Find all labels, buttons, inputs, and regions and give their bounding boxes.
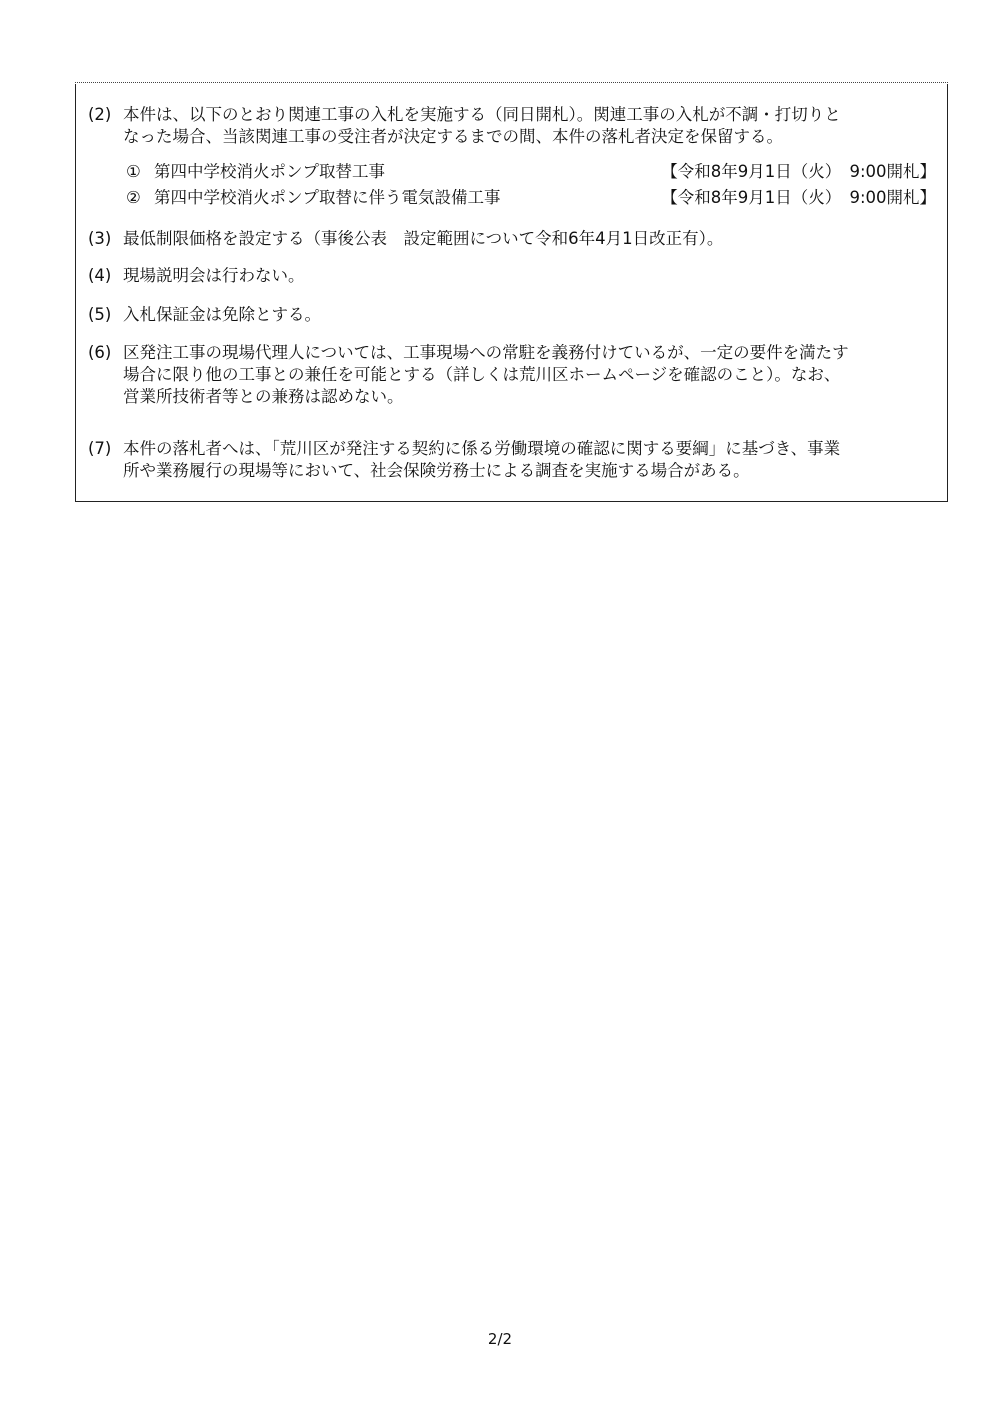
work-name: 第四中学校消火ポンプ取替工事 xyxy=(154,162,385,181)
note-item-2 xyxy=(88,104,943,148)
circled-number: ② xyxy=(126,188,141,207)
note-number: (6) xyxy=(88,343,112,362)
note-line: 場合に限り他の工事との兼任を可能とする（詳しくは荒川区ホームページを確認のこと）。なお、 xyxy=(123,365,841,384)
note-number: (2) xyxy=(88,105,112,124)
note-item-3 xyxy=(88,228,943,250)
note-item-7 xyxy=(88,438,943,482)
note-number: (4) xyxy=(88,266,112,285)
circled-number: ① xyxy=(126,162,141,181)
note-line: 最低制限価格を設定する（事後公表 設定範囲について令和6年4月1日改正有）。 xyxy=(123,229,724,248)
note-item-6 xyxy=(88,342,943,408)
note-line: 所や業務履行の現場等において、社会保険労務士による調査を実施する場合がある。 xyxy=(123,461,750,480)
note-item-5 xyxy=(88,304,943,326)
top-dotted-rule xyxy=(75,82,948,83)
note-line: 入札保証金は免除とする。 xyxy=(123,305,321,324)
note-number: (5) xyxy=(88,305,112,324)
related-work-1 xyxy=(126,161,936,183)
work-name: 第四中学校消火ポンプ取替に伴う電気設備工事 xyxy=(154,188,501,207)
note-number: (3) xyxy=(88,229,112,248)
page-number: 2/2 xyxy=(487,1330,513,1348)
bid-opening-date: 【令和8年9月1日（火） 9:00開札】 xyxy=(661,162,936,181)
related-work-2 xyxy=(126,187,936,209)
note-line: なった場合、当該関連工事の受注者が決定するまでの間、本件の落札者決定を保留する。 xyxy=(123,127,783,146)
note-number: (7) xyxy=(88,439,112,458)
note-line: 本件の落札者へは、「荒川区が発注する契約に係る労働環境の確認に関する要綱」に基づき、事業 xyxy=(123,439,841,458)
note-line: 本件は、以下のとおり関連工事の入札を実施する（同日開札）。関連工事の入札が不調・打切りと xyxy=(123,105,841,124)
bid-opening-date: 【令和8年9月1日（火） 9:00開札】 xyxy=(661,188,936,207)
note-line: 区発注工事の現場代理人については、工事現場への常駐を義務付けているが、一定の要件を満たす xyxy=(123,343,849,362)
note-line: 現場説明会は行わない。 xyxy=(123,266,305,285)
note-item-4 xyxy=(88,265,943,287)
note-line: 営業所技術者等との兼務は認めない。 xyxy=(123,387,404,406)
